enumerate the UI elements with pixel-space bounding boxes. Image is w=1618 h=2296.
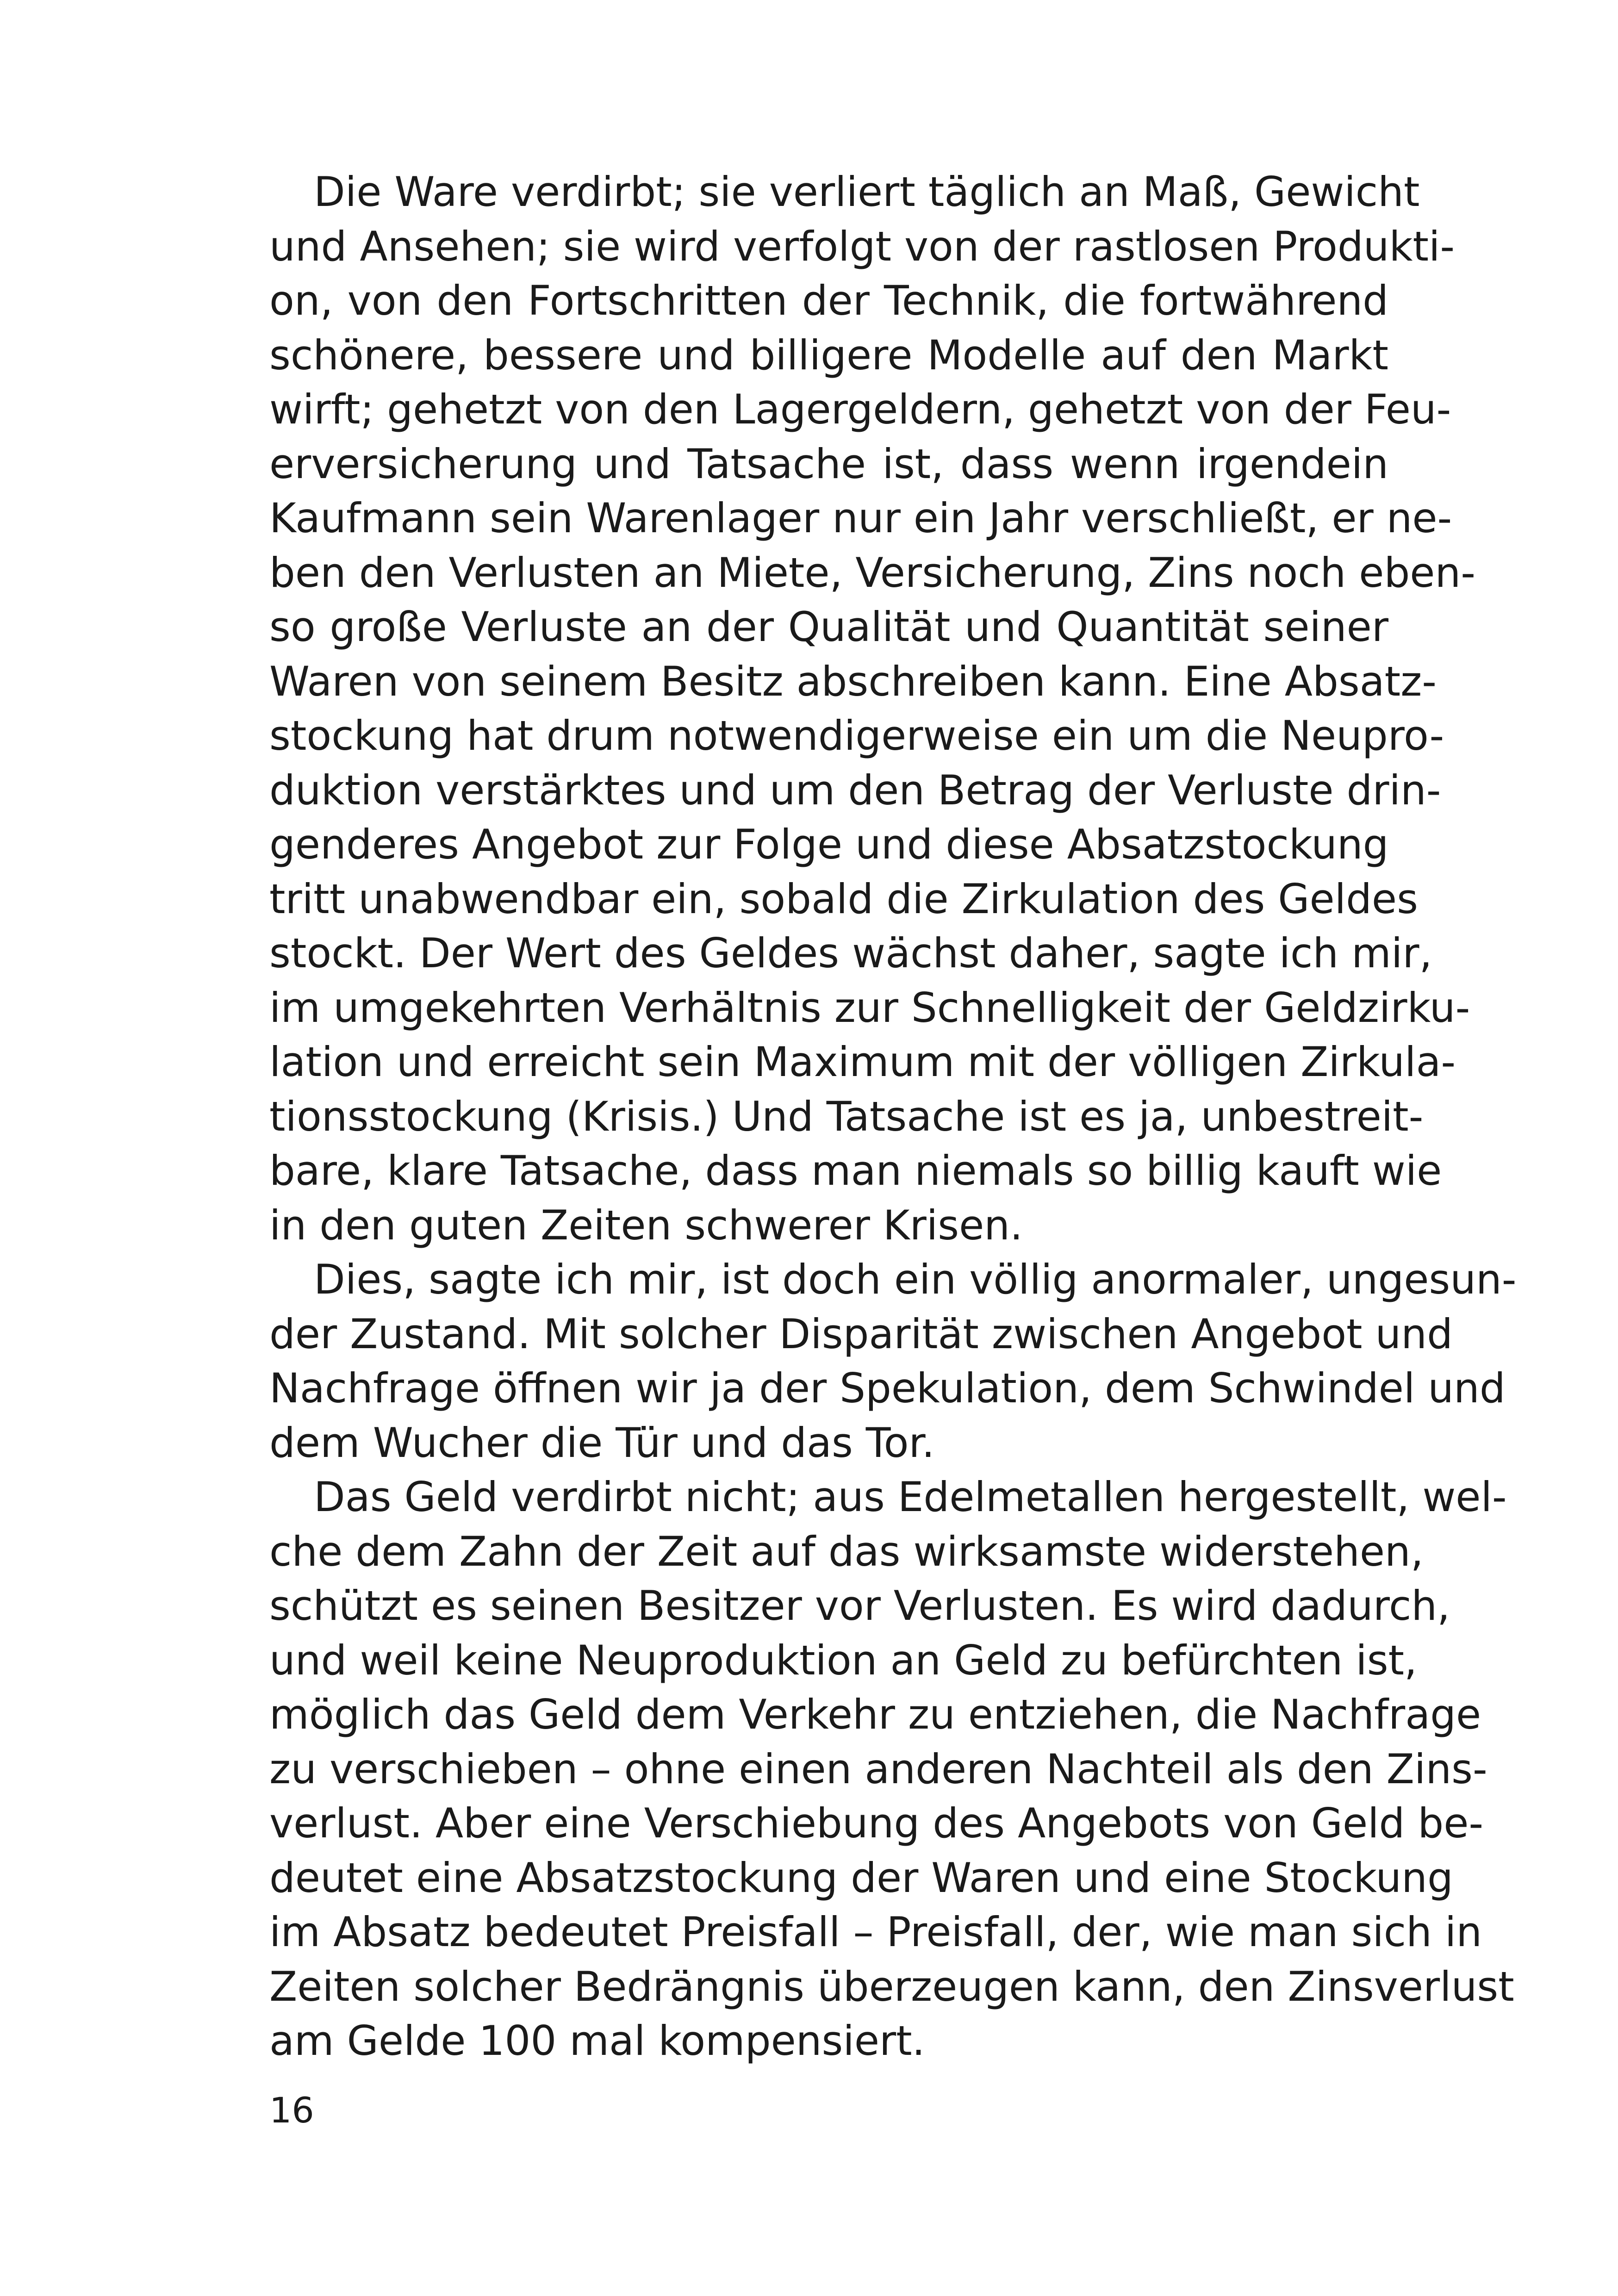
text-line: Zeiten solcher Bedrängnis überzeugen kann, den Zinsverlust xyxy=(269,1962,1514,2010)
text-line: lation und erreicht sein Maximum mit der völligen Zirkula- xyxy=(269,1038,1456,1086)
text-line: erversicherung und Tatsache ist, dass wenn irgendein xyxy=(269,440,1388,488)
text-line: dem Wucher die Tür und das Tor. xyxy=(269,1419,935,1467)
text-line: Waren von seinem Besitz abschreiben kann. Eine Absatz- xyxy=(269,657,1437,705)
text-line: Dies, sagte ich mir, ist doch ein völlig anormaler, ungesun- xyxy=(314,1256,1517,1303)
text-line: duktion verstärktes und um den Betrag der Verluste drin- xyxy=(269,766,1441,814)
text-line: und weil keine Neuproduktion an Geld zu befürchten ist, xyxy=(269,1636,1418,1684)
text-line: tritt unabwendbar ein, sobald die Zirkulation des Geldes xyxy=(269,875,1418,923)
text-line: bare, klare Tatsache, dass man niemals so billig kauft wie xyxy=(269,1147,1442,1195)
text-line: genderes Angebot zur Folge und diese Absatzstockung xyxy=(269,821,1389,868)
text-line: im Absatz bedeutet Preisfall – Preisfall, der, wie man sich in xyxy=(269,1908,1482,1956)
text-line: tionsstockung (Krisis.) Und Tatsache ist es ja, unbestreit- xyxy=(269,1092,1424,1140)
text-line: stockung hat drum notwendigerweise ein um die Neupro- xyxy=(269,712,1444,759)
text-line: am Gelde 100 mal kompensiert. xyxy=(269,2017,925,2065)
text-line: Nachfrage öffnen wir ja der Spekulation, dem Schwindel und xyxy=(269,1364,1506,1412)
text-line: verlust. Aber eine Verschiebung des Angebots von Geld be- xyxy=(269,1799,1484,1847)
text-line: stockt. Der Wert des Geldes wächst daher, sagte ich mir, xyxy=(269,929,1432,977)
text-line: schützt es seinen Besitzer vor Verlusten. Es wird dadurch, xyxy=(269,1582,1450,1630)
text-line: Das Geld verdirbt nicht; aus Edelmetallen hergestellt, wel- xyxy=(314,1473,1507,1521)
text-line: im umgekehrten Verhältnis zur Schnelligkeit der Geldzirku- xyxy=(269,983,1470,1032)
text-line: ben den Verlusten an Miete, Versicherung, Zins noch eben- xyxy=(269,548,1475,597)
paragraph xyxy=(269,1470,1514,2068)
text-line: deutet eine Absatzstockung der Waren und eine Stockung xyxy=(269,1854,1453,1902)
text-line: on, von den Fortschritten der Technik, die fortwährend xyxy=(269,277,1388,324)
text-line: schönere, bessere und billigere Modelle auf den Markt xyxy=(269,331,1388,379)
text-line: der Zustand. Mit solcher Disparität zwischen Angebot und xyxy=(269,1310,1453,1358)
text-line: zu verschieben – ohne einen anderen Nachteil als den Zins- xyxy=(269,1745,1487,1793)
text-line: möglich das Geld dem Verkehr zu entziehen, die Nachfrage xyxy=(269,1691,1481,1738)
text-line: che dem Zahn der Zeit auf das wirksamste widerstehen, xyxy=(269,1527,1424,1575)
page-number: 16 xyxy=(269,2090,314,2131)
text-line: Kaufmann sein Warenlager nur ein Jahr verschließt, er ne- xyxy=(269,494,1452,542)
text-line: Die Ware verdirbt; sie verliert täglich an Maß, Gewicht xyxy=(314,168,1420,216)
body-text xyxy=(269,165,1517,2068)
text-line: wirft; gehetzt von den Lagergeldern, gehetzt von der Feu- xyxy=(269,386,1451,433)
paragraph xyxy=(269,1252,1517,1470)
text-line: in den guten Zeiten schwerer Krisen. xyxy=(269,1201,1023,1249)
text-line: so große Verluste an der Qualität und Quantität seiner xyxy=(269,603,1388,651)
paragraph xyxy=(269,165,1475,1252)
text-line: und Ansehen; sie wird verfolgt von der rastlosen Produkti- xyxy=(269,222,1455,270)
